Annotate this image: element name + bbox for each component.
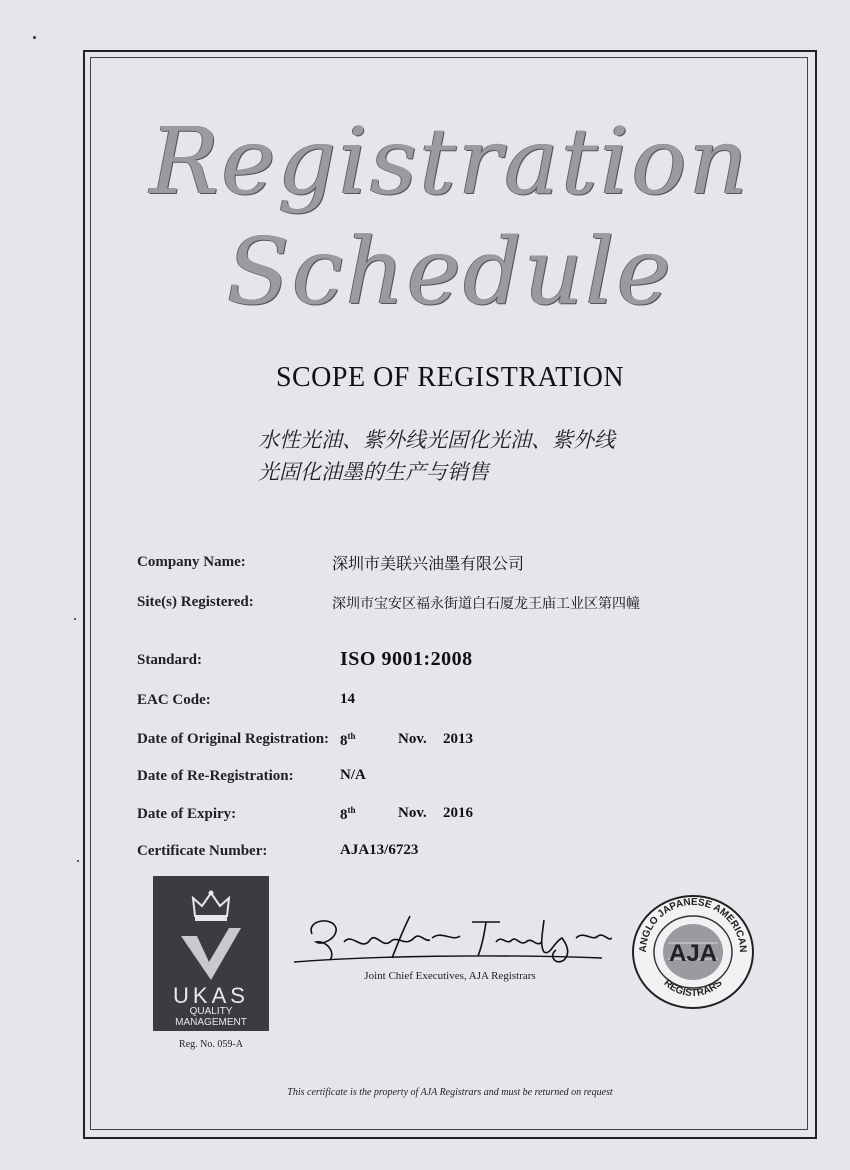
aja-seal [630, 893, 756, 1011]
certificate-number-value: AJA13/6723 [340, 842, 419, 858]
company-name-label: Company Name: [137, 554, 246, 570]
scope-text-line1: 水性光油、紫外线光固化光油、紫外线 [258, 428, 615, 452]
scope-text-line2: 光固化油墨的生产与销售 [258, 460, 489, 484]
seal-ring-bottom: REGISTRARS [661, 977, 725, 1000]
ukas-subtitle: QUALITY MANAGEMENT [175, 1006, 247, 1028]
eac-code-value: 14 [340, 691, 355, 707]
eac-code-label: EAC Code: [137, 692, 211, 708]
title-registration: Registration [149, 108, 751, 215]
ukas-word: UKAS [173, 983, 249, 1008]
speck [33, 36, 36, 39]
original-registration-month: Nov. [398, 731, 427, 747]
re-registration-value: N/A [340, 767, 366, 783]
standard-label: Standard: [137, 652, 203, 668]
seal-ring-top: ANGLO JAPANESE AMERICAN [637, 896, 749, 953]
sites-value: 深圳市宝安区福永街道白石厦龙王庙工业区第四幢 [332, 596, 640, 612]
expiry-label: Date of Expiry: [137, 806, 237, 822]
title-schedule: Schedule [226, 218, 674, 325]
re-registration-label: Date of Re-Registration: [137, 768, 294, 784]
original-registration-day: 8th [340, 731, 356, 749]
expiry-month: Nov. [398, 805, 427, 821]
ukas-logo [153, 876, 269, 1031]
sites-label: Site(s) Registered: [137, 594, 254, 610]
signature-image [292, 912, 612, 970]
speck [77, 860, 79, 862]
ukas-reg-number: Reg. No. 059-A [179, 1039, 243, 1050]
speck [74, 618, 76, 620]
scope-heading: SCOPE OF REGISTRATION [275, 362, 625, 393]
signature-caption: Joint Chief Executives, AJA Registrars [364, 970, 536, 982]
seal-center-text: AJA [668, 940, 718, 967]
company-name-value: 深圳市美联兴油墨有限公司 [332, 554, 525, 573]
expiry-year: 2016 [443, 805, 473, 821]
crown-icon [191, 890, 231, 922]
original-registration-label: Date of Original Registration: [137, 731, 330, 747]
footer-note: This certificate is the property of AJA Registrars and must be returned on request [287, 1087, 613, 1098]
certificate-number-label: Certificate Number: [137, 843, 268, 859]
expiry-day: 8th [340, 805, 356, 823]
original-registration-year: 2013 [443, 731, 473, 747]
standard-value: ISO 9001:2008 [340, 648, 473, 670]
checkmark-icon [179, 926, 243, 982]
